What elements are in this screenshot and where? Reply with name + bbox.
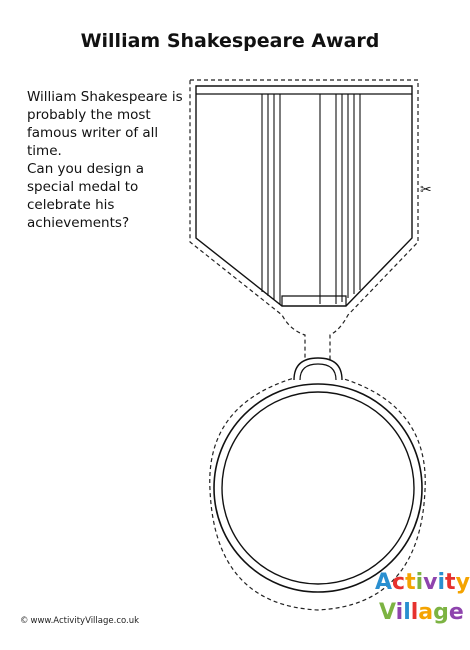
- copyright-notice: [20, 616, 139, 626]
- logo-word-activity: Activity: [375, 570, 470, 595]
- medal-outer-circle: [214, 384, 422, 592]
- page-title: William Shakespeare Award: [80, 30, 380, 52]
- copyright-symbol: ©: [20, 616, 29, 626]
- logo-word-village: Village: [379, 600, 464, 625]
- intro-line-1: William Shakespeare is probably the most famous writer of all time.: [27, 89, 183, 159]
- intro-line-2: Can you design a special medal to celebrate his achievements?: [27, 161, 144, 231]
- activity-village-logo: [375, 570, 470, 640]
- medal-hanger: [294, 358, 342, 380]
- website-text: www.ActivityVillage.co.uk: [30, 616, 140, 626]
- scissors-icon: ✂: [420, 182, 432, 198]
